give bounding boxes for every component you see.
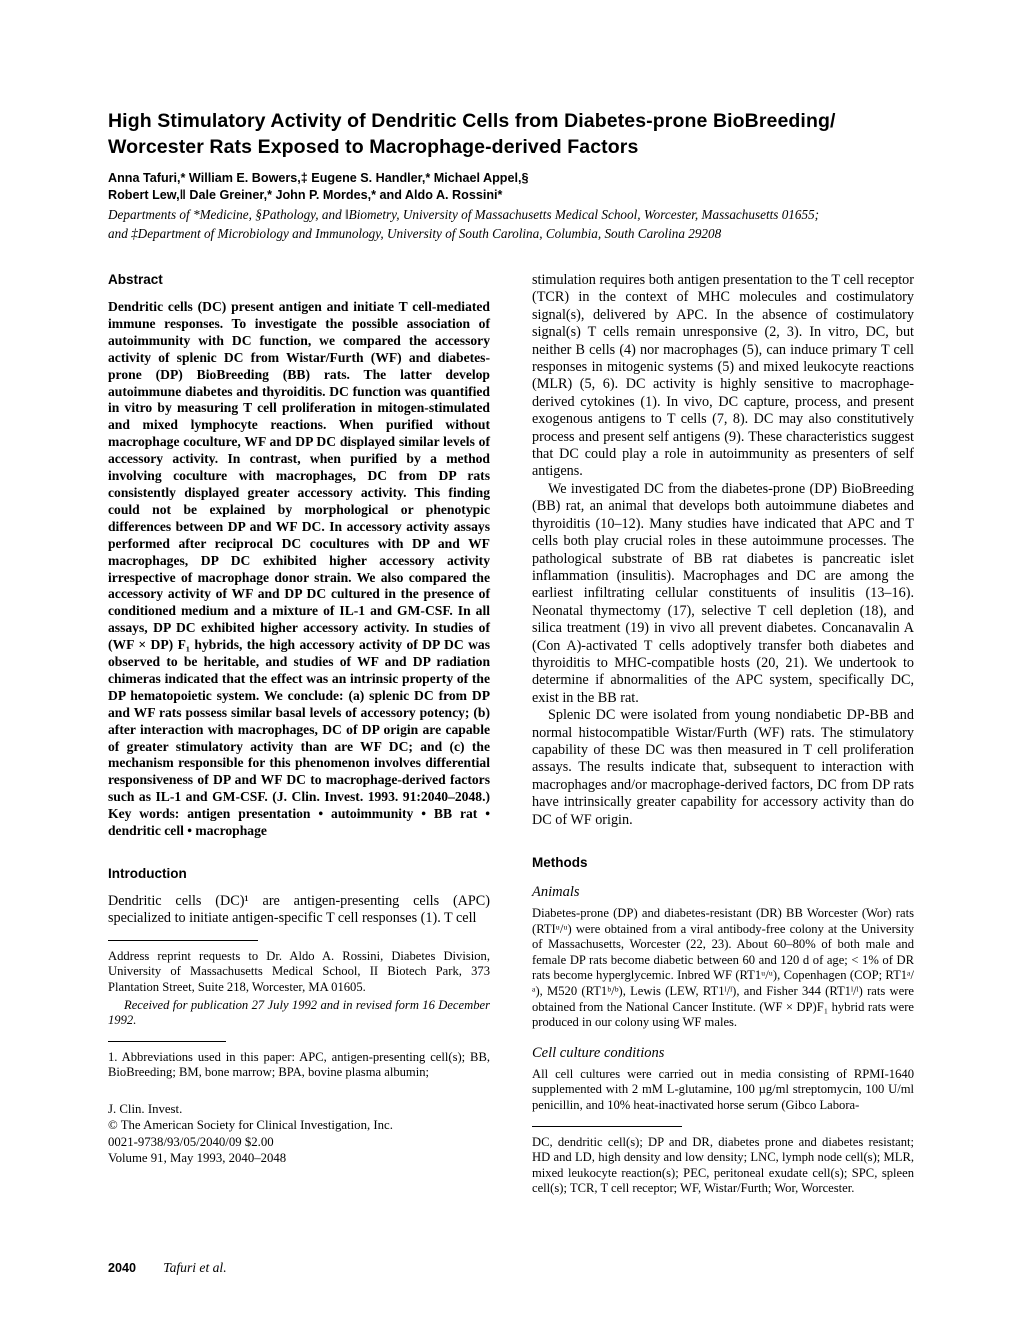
footer-page-number: 2040 (108, 1261, 137, 1275)
abstract-heading: Abstract (108, 272, 163, 287)
intro-paragraph-2: We investigated DC from the diabetes-prone (DP) BioBreeding (BB) rat, an animal that develops both autoimmune diabetes and thyroiditis (10–12). Many studies have indicated that APC and T cells both play crucial roles in these autoimmune processes. The pathological substrate of BB rat diabetes is pancreatic islet inflammation (insulitis). Macrophages and DC are among the earliest infiltrating cellular constituents of insulitis (13–16). Neonatal thymectomy (17), selective T cell depletion (18), and silica treatment (19) in vivo all prevent diabetes. Concanavalin A (Con A)-activated T cells adoptively transfer both diabetes and thyroiditis to MHC-compatible hosts (20, 21). We undertook to determine if abnormalities of the APC system, specifically DC, exist in the BB rat. (532, 480, 914, 706)
abbrev-continuation-block (532, 1126, 914, 1197)
journal-name: J. Clin. Invest. (108, 1101, 183, 1116)
footer-running-head: Tafuri et al. (163, 1260, 227, 1275)
affiliation-line-2: and ‡Department of Microbiology and Immunology, University of South Carolina, Columbia, South Carolina 29208 (108, 226, 722, 241)
body-columns (108, 272, 914, 1197)
author-line-1: Anna Tafuri,* William E. Bowers,‡ Eugene S. Handler,* Michael Appel,§ (108, 171, 529, 185)
page-title: High Stimulatory Activity of Dendritic Cells from Diabetes-prone BioBreeding/ Worcester Rats Exposed to Macrophage-derived Factors (108, 110, 836, 158)
introduction-paragraph-1: Dendritic cells (DC)¹ are antigen-presenting cells (APC) specialized to initiate antigen-specific T cell responses (1). T cell (108, 893, 490, 927)
methods-heading: Methods (532, 855, 588, 870)
abbreviation-note-block (108, 1041, 490, 1081)
page-footer (108, 1260, 914, 1276)
intro-paragraph-3: Splenic DC were isolated from young nondiabetic DP-BB and normal histocompatible Wistar/Furth (WF) rats. The stimulatory capability of these DC was then measured in T cell proliferation assays. The results indicate that, subsequent to interaction with macrophages and/or macrophage-derived factors, DC from DP rats have intrinsically greater capability for accessory activity than do DC of WF origin. (532, 707, 914, 828)
reprint-note: Address reprint requests to Dr. Aldo A. Rossini, Diabetes Division, University of Massachusetts Medical School, II Biotech Park, 373 Plantation Street, Suite 218, Worcester, MA 01605. (108, 948, 490, 994)
journal-issn: 0021-9738/93/05/2040/09 $2.00 (108, 1134, 274, 1149)
cell-culture-text: All cell cultures were carried out in media consisting of RPMI-1640 supplemented with 2 mM L-glutamine, 100 µg/ml streptomycin, 100 U/ml penicillin, and 10% heat-inactivated horse serum (Gibco Labora- (532, 1066, 914, 1112)
footnote-block (108, 940, 490, 1167)
intro-continued-paragraph: stimulation requires both antigen presentation to the T cell receptor (TCR) in the context of MHC molecules and costimulatory signal(s), delivered by APC. In the absence of costimulatory signal(s) T cells remain unresponsive (2, 3). In vitro, DC, but neither B cells (4) nor macrophages (5), can induce primary T cell responses in mitogenic systems (5) and mixed leukocyte reactions (MLR) (5, 6). DC activity is highly sensitive to macrophage-derived cytokines (1). In vivo, DC capture, process, and present exogenous antigens to T cells (7, 8). DC may also constitutively process and present self antigens (9). These characteristics suggest that DC could play a role in autoimmunity as presenters of self antigens. (532, 272, 914, 480)
author-line-2: Robert Lew,‖ Dale Greiner,* John P. Mordes,* and Aldo A. Rossini* (108, 188, 503, 202)
left-column (108, 272, 490, 1197)
footnote-divider (108, 940, 258, 941)
received-note: Received for publication 27 July 1992 and in revised form 16 December 1992. (108, 997, 490, 1028)
introduction-heading: Introduction (108, 866, 187, 881)
abbreviation-note-continued: DC, dendritic cell(s); DP and DR, diabetes prone and diabetes resistant; HD and LD, high density and low density; LNC, lymph node cell(s); MLR, mixed leukocyte reaction(s); PEC, peritoneal exudate cell(s); SPC, spleen cell(s); TCR, T cell receptor; WF, Wistar/Furth; Wor, Worcester. (532, 1134, 914, 1196)
page-content (108, 108, 914, 1197)
journal-volume: Volume 91, May 1993, 2040–2048 (108, 1151, 287, 1166)
abbreviation-note: 1. Abbreviations used in this paper: APC, antigen-presenting cell(s); BB, BioBreeding; BM, bone marrow; BPA, bovine plasma albumin; (108, 1049, 490, 1080)
abbrev-continuation-divider (532, 1126, 682, 1127)
animals-text: Diabetes-prone (DP) and diabetes-resistant (DR) BB Worcester (Wor) rats (RTIᵘ/ᵘ) were obtained from a viral antibody-free colony at the University of Massachusetts, Worcester (22, 23). About 60–80% of both male and female DP rats become diabetic between 60 and 120 d of age; < 1% of DR rats become hyperglycemic. Inbred WF (RT1ᵘ/ᵘ), Copenhagen (COP; RT1ᵃ/ᵃ), M520 (RT1ᵇ/ᵇ), Lewis (LEW, RT1ˡ/ˡ), and Fisher 344 (RT1ˡ/ˡ) rats were obtained from the National Cancer Institute. (WF × DP)F₁ hybrid rats were produced in our colony using WF males. (532, 906, 914, 1030)
right-column (532, 272, 914, 1197)
abstract-text: Dendritic cells (DC) present antigen and initiate T cell-mediated immune responses. To investigate the possible association of autoimmunity with DC function, we compared the accessory activity of splenic DC from Wistar/Furth (WF) and diabetes-prone (DP) BioBreeding (BB) rats. The latter develop autoimmune diabetes and thyroiditis. DC function was quantified in vitro by measuring T cell proliferation in mitogen-stimulated and mixed lymphocyte reactions. When purified without macrophage coculture, WF and DP DC displayed similar levels of accessory activity. In contrast, when purified by a method involving coculture with macrophages, DC from DP rats consistently displayed greater accessory activity. This finding could not be explained by morphological or phenotypic differences between DP and WF DC. In accessory activity assays performed after reciprocal DC cocultures with DP and WF macrophages, DP DC exhibited higher accessory activity irrespective of macrophage donor strain. We also compared the accessory activity of WF and DP DC cultured in the presence of conditioned medium and a mixture of IL-1 and GM-CSF. In all assays, DP DC exhibited higher accessory activity. In studies of (WF × DP) F₁ hybrids, the high accessory activity of DP DC was observed to be heritable, and studies of WF and DP radiation chimeras indicated that the effect was an intrinsic property of the DP hematopoietic system. We conclude: (a) splenic DC from DP and WF rats possess similar basal levels of accessory potency; (b) after interaction with macrophages, DC of DP origin are capable of greater stimulatory activity than are WF DC; and (c) the mechanism responsible for this phenomenon involves differential responsiveness of DP and WF DC to macrophage-derived factors such as IL-1 and GM-CSF. (J. Clin. Invest. 1993. 91:2040–2048.) Key words: antigen presentation • autoimmunity • BB rat • dendritic cell • macrophage (108, 299, 490, 839)
cell-culture-heading: Cell culture conditions (532, 1044, 665, 1061)
affiliation-line-1: Departments of *Medicine, §Pathology, and ‖Biometry, University of Massachusetts Medical School, Worcester, Massachusetts 01655; (108, 207, 820, 222)
abbrev-divider (108, 1041, 226, 1042)
journal-info (108, 1101, 490, 1167)
animals-heading: Animals (532, 884, 580, 900)
journal-copyright: © The American Society for Clinical Investigation, Inc. (108, 1118, 393, 1133)
